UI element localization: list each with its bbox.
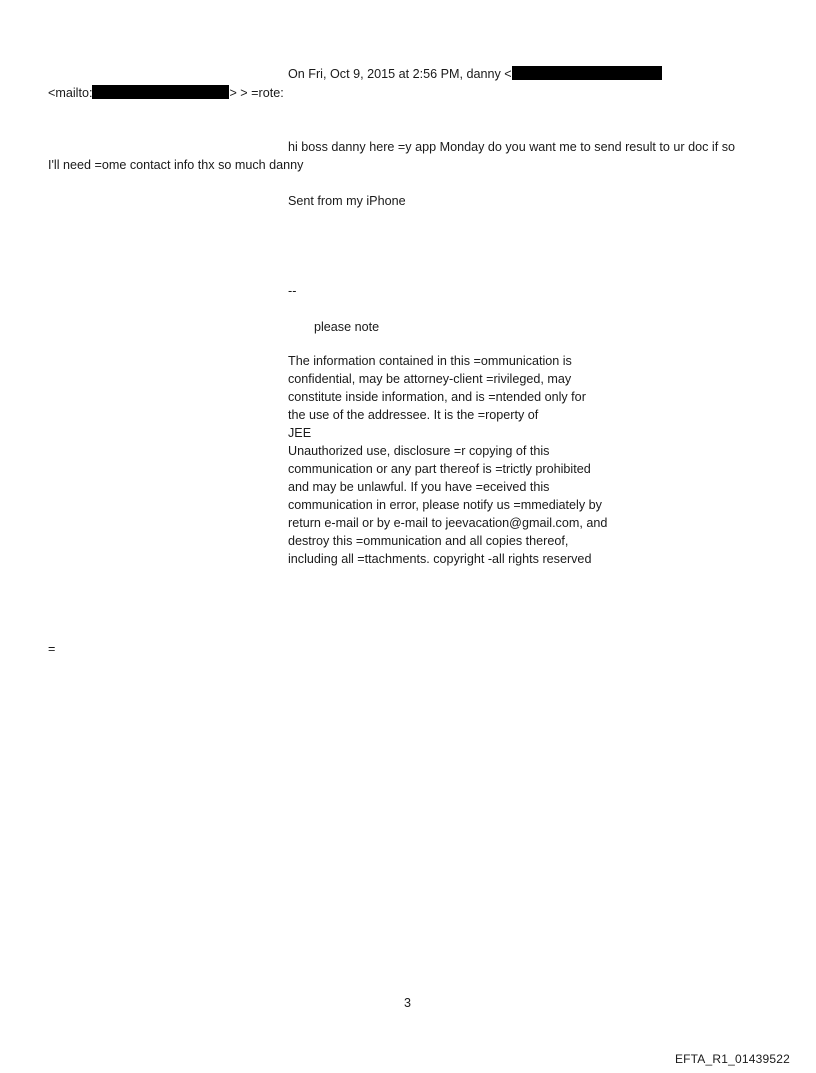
disclaimer-line: including all =ttachments. copyright -all rights reserved <box>288 552 592 566</box>
document-id: EFTA_R1_01439522 <box>674 1052 790 1066</box>
disclaimer-line: communication or any part thereof is =trictly prohibited <box>288 462 591 476</box>
mailto-suffix: > > =rote: <box>229 86 284 100</box>
please-note-heading: please note <box>314 320 380 334</box>
disclaimer-line: The information contained in this =ommunication is <box>288 354 572 368</box>
message-line-1: hi boss danny here =y app Monday do you want me to send result to ur doc if so <box>288 140 735 154</box>
disclaimer-line: and may be unlawful. If you have =eceived this <box>288 480 550 494</box>
redacted-mailto-block <box>92 85 229 99</box>
email-signature: Sent from my iPhone <box>288 194 406 208</box>
confidentiality-disclaimer <box>288 352 607 568</box>
disclaimer-line: Unauthorized use, disclosure =r copying of this <box>288 444 550 458</box>
separator-dashes: -- <box>288 284 297 298</box>
trailing-equals: = <box>48 642 56 656</box>
disclaimer-line: communication in error, please notify us =mmediately by <box>288 498 602 512</box>
disclaimer-line: destroy this =ommunication and all copies thereof, <box>288 534 569 548</box>
on-date-text: On Fri, Oct 9, 2015 at 2:56 PM, danny < <box>288 67 512 81</box>
mailto-prefix: <mailto: <box>48 86 93 100</box>
disclaimer-line: constitute inside information, and is =ntended only for <box>288 390 586 404</box>
redacted-email-block <box>512 66 662 80</box>
disclaimer-line: the use of the addressee. It is the =roperty of <box>288 408 539 422</box>
mailto-line <box>48 84 284 102</box>
page-number: 3 <box>404 996 412 1010</box>
disclaimer-line: confidential, may be attorney-client =rivileged, may <box>288 372 572 386</box>
disclaimer-line: JEE <box>288 426 312 440</box>
disclaimer-line: return e-mail or by e-mail to jeevacation@gmail.com, and <box>288 516 608 530</box>
message-line-2: I'll need =ome contact info thx so much danny <box>48 158 304 172</box>
quoted-header-line <box>288 65 662 83</box>
